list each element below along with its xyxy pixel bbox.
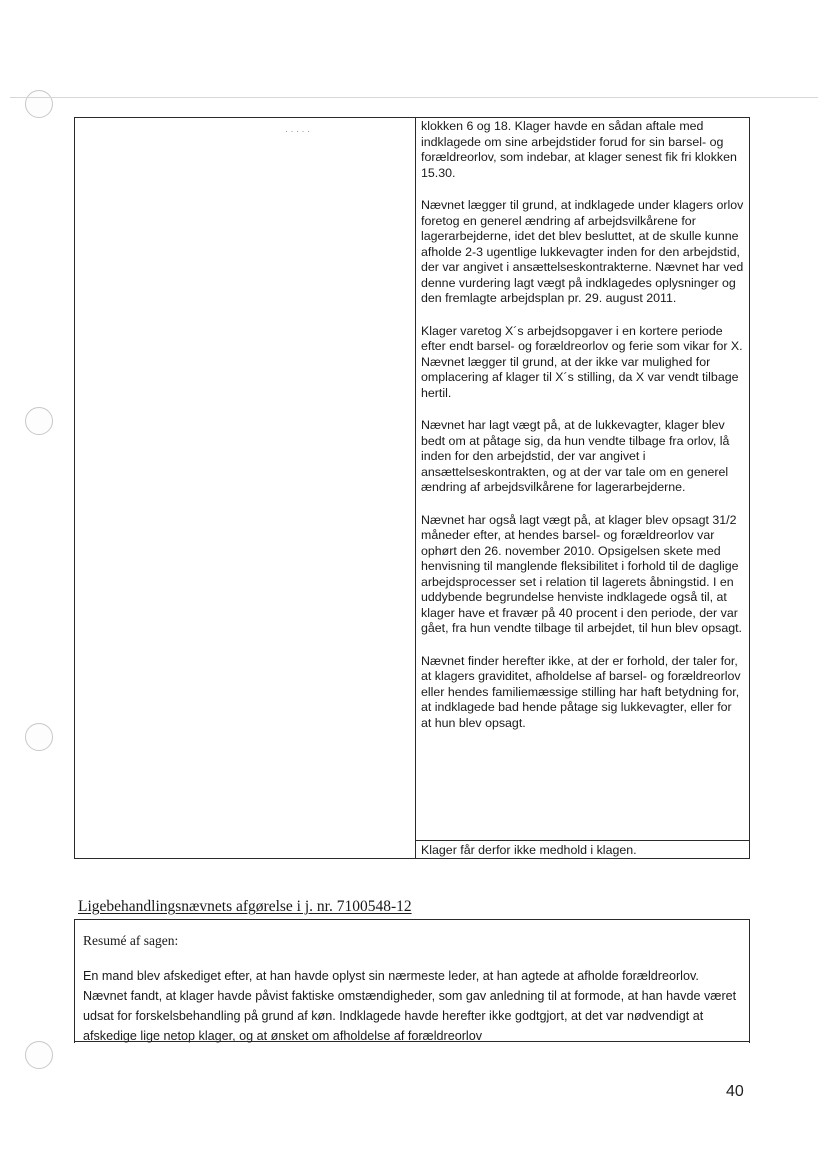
decision-paragraph: Nævnet har også lagt vægt på, at klager blev opsagt 31/2 måneder efter, at hendes barsel- og forældreorlov var ophørt den 26. november 2010. Opsigelsen skete med henvisning til manglende fleksibilitet i forhold til de daglige arbejdsprocesser set i relation til lagerets åbningstid. I en uddybende begrundelse henviste indklagede også til, at klager have et fravær på 40 procent i den periode, der var gået, fra hun vendte tilbage til arbejdet, til hun blev opsagt.	[421, 512, 742, 635]
conclusion-row-border	[415, 840, 749, 841]
punch-hole	[25, 90, 53, 118]
resume-label: Resumé af sagen:	[83, 933, 179, 948]
scan-fold-line	[10, 97, 818, 98]
page-number: 40	[726, 1083, 744, 1100]
column-divider	[415, 118, 416, 858]
resume-bottom-border	[74, 1041, 750, 1042]
decision-paragraph: klokken 6 og 18. Klager havde en sådan aftale med indklagede om sine arbejdstider forud for sin barsel- og forældreorlov, som indebar, at klager senest fik fri klokken 15.30.	[421, 119, 737, 180]
decision-table	[74, 117, 750, 859]
case-title: Ligebehandlingsnævnets afgørelse i j. nr. 7100548-12	[78, 898, 412, 915]
punch-hole	[25, 407, 53, 435]
resume-text: En mand blev afskediget efter, at han havde oplyst sin nærmeste leder, at han agtede at afholde forældreorlov. Nævnet fandt, at klager havde påvist faktiske omstændigheder, som gav anledning til at formode, at han havde været udsat for forskelsbehandling på grund af køn. Indklagede havde herefter ikke godtgjort, at det var nødvendigt at afskedige lige netop klager, og at ønsket om afholdelse af forældreorlov	[83, 969, 737, 1043]
decision-paragraph: Klager varetog X´s arbejdsopgaver i en kortere periode efter endt barsel- og forældreorlov og ferie som vikar for X. Nævnet lægger til grund, at der ikke var mulighed for omplacering af klager til X´s stilling, da X var vendt tilbage hertil.	[421, 323, 743, 400]
resume-box	[74, 919, 750, 1043]
decision-paragraph: Nævnet lægger til grund, at indklagede under klagers orlov foretog en generel ændring af arbejdsvilkårene for lagerarbejderne, idet det blev besluttet, at de skulle kunne afholde 2-3 ugentlige lukkevagter inden for den arbejdstid, der var angivet i ansættelseskontrakterne. Nævnet har ved denne vurdering lagt vægt på indklagedes oplysninger og den fremlagte arbejdsplan pr. 29. august 2011.	[421, 198, 744, 305]
conclusion-text: Klager får derfor ikke medhold i klagen.	[421, 843, 637, 857]
punch-hole	[25, 723, 53, 751]
decision-paragraph: Nævnet finder herefter ikke, at der er forhold, der taler for, at klagers graviditet, afholdelse af barsel- og forældreorlov eller hendes familiemæssige stilling har haft betydning for, at indklagede bad hende påtage sig lukkevagter, eller for at hun blev opsagt.	[421, 653, 741, 730]
decision-paragraph: Nævnet har lagt vægt på, at de lukkevagter, klager blev bedt om at påtage sig, da hun vendte tilbage fra orlov, lå inden for den arbejdstid, der var angivet i ansættelseskontrakten, og at der var tale om en generel ændring af arbejdsvilkårene for lagerarbejderne.	[421, 418, 730, 494]
punch-hole	[25, 1041, 53, 1069]
scan-speck: · · · · ·	[285, 126, 310, 136]
table-right-column	[421, 119, 745, 731]
table-left-column	[75, 118, 415, 858]
